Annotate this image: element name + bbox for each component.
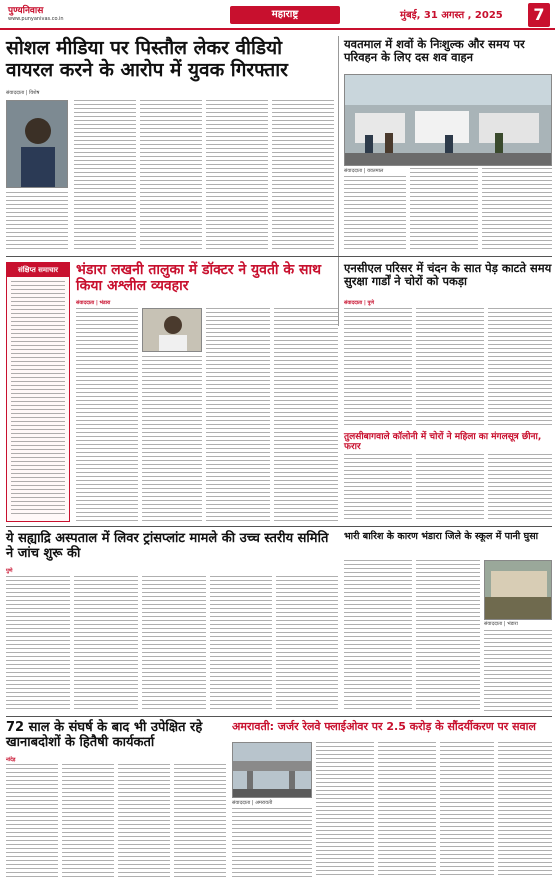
headline-school-flooding: भारी बारिश के कारण भंडारा जिले के स्कूल में पानी घुसा <box>344 531 539 542</box>
story-1-column-5 <box>272 100 334 250</box>
headline-pistol-video: सोशल मीडिया पर पिस्तौल लेकर वीडियो वायरल करने के आरोप में युवक गिरफ्तार <box>6 37 288 81</box>
story-9-column-1 <box>232 808 312 878</box>
story-5-column-2 <box>416 454 484 520</box>
story-3-column-1 <box>76 308 138 522</box>
photo-caption-3: संवाददाता | भंडारा <box>484 621 518 627</box>
story-5-column-1 <box>344 454 412 520</box>
photo-flyover <box>232 742 312 798</box>
story-9-column-3 <box>378 742 436 878</box>
story-1-column-4 <box>206 100 268 250</box>
photo-caption-4: संवाददाता | अमरावती <box>232 800 273 806</box>
story-6-column-3 <box>142 576 206 712</box>
photo-hearse-vans <box>344 74 552 166</box>
newspaper-url[interactable]: www.punyanivas.co.in <box>8 16 64 22</box>
story-6-column-2 <box>74 576 138 712</box>
photo-bridge-icon <box>233 743 312 798</box>
brief-news-sidebar <box>6 262 70 522</box>
story-8-column-4 <box>174 764 226 878</box>
photo-vehicles-icon <box>345 75 552 166</box>
story-6-column-4 <box>210 576 272 712</box>
story-3-column-3 <box>206 308 270 522</box>
photo-accused <box>6 100 68 188</box>
story-2-column-2 <box>410 168 478 252</box>
issue-date: मुंबई, 31 अगस्त , 2025 <box>400 10 503 21</box>
page-number: 7 <box>528 3 550 27</box>
headline-nomad-activist: 72 साल के संघर्ष के बाद भी उपेक्षित रहे खानाबदोशों के हितैषी कार्यकर्ता <box>6 720 203 750</box>
brief-news-title: संक्षिप्त समाचार <box>7 263 69 277</box>
byline-bhandara: संवाददाता | भंडारा <box>76 300 111 306</box>
story-4-column-3 <box>488 308 552 426</box>
story-3-column-2 <box>142 356 202 522</box>
story-3-column-4 <box>274 308 338 522</box>
photo-caption-2: संवाददाता | यवतमाल <box>344 168 384 174</box>
story-9-column-4 <box>440 742 494 878</box>
section-title: महाराष्ट्र <box>230 6 340 24</box>
headline-amravati-flyover: अमरावती: जर्जर रेलवे फ्लाईओवर पर 2.5 करोड़ के सौंदर्यीकरण पर सवाल <box>232 720 536 733</box>
masthead <box>0 0 555 30</box>
story-8-column-2 <box>62 764 114 878</box>
photo-doctor <box>142 308 202 352</box>
photo-person-icon <box>7 101 68 188</box>
photo-flood-icon <box>485 561 552 620</box>
newspaper-logo: पुण्यनिवास <box>8 6 44 16</box>
story-1-column-3 <box>140 100 202 250</box>
story-7-column-1 <box>344 560 412 712</box>
story-5-column-3 <box>488 454 552 520</box>
byline-ncl: संवाददाता | पुणे <box>344 300 374 306</box>
story-7-column-2 <box>416 560 480 712</box>
story-6-column-5 <box>276 576 338 712</box>
story-9-column-5 <box>498 742 552 878</box>
story-2-column-1 <box>344 176 406 252</box>
headline-liver-transplant: ये सह्याद्रि अस्पताल में लिवर ट्रांसप्लांट मामले की उच्च स्तरीय समिति ने जांच शुरू की <box>6 531 329 561</box>
section-divider-1 <box>6 256 552 257</box>
story-1-column-2 <box>6 192 68 250</box>
story-8-column-3 <box>118 764 170 878</box>
story-2-column-3 <box>482 168 552 252</box>
brief-news-text <box>11 281 65 517</box>
photo-caption-1: संवाददाता | विशेष <box>6 90 40 96</box>
story-1-column-1 <box>74 100 136 250</box>
headline-chain-snatching: तुलसीबागवाले कॉलोनी में चोरों ने महिला का मंगलसूत्र छीना, फरार <box>344 432 542 453</box>
headline-yavatmal-hearse: यवतमाल में शवों के निःशुल्क और समय पर परिवहन के लिए दस शव वाहन <box>344 37 525 65</box>
story-9-column-2 <box>316 742 374 878</box>
byline-nanded: नांदेड़ <box>6 757 16 763</box>
headline-sandalwood-theft: एनसीएल परिसर में चंदन के सात पेड़ काटते समय सुरक्षा गार्डों ने चोरों को पकड़ा <box>344 261 552 289</box>
section-divider-3 <box>6 716 552 717</box>
column-divider <box>338 36 339 326</box>
story-7-column-3 <box>484 630 552 712</box>
story-8-column-1 <box>6 764 58 878</box>
section-divider-2 <box>6 526 552 527</box>
photo-doctor-icon <box>143 309 202 352</box>
byline-sahyadri: पुणे <box>6 568 13 574</box>
story-4-column-1 <box>344 308 412 426</box>
story-6-column-1 <box>6 576 70 712</box>
photo-flooded-school <box>484 560 552 620</box>
headline-bhandara-doctor: भंडारा लखनी तालुका में डॉक्टर ने युवती के साथ किया अश्लील व्यवहार <box>76 262 322 295</box>
story-4-column-2 <box>416 308 484 426</box>
